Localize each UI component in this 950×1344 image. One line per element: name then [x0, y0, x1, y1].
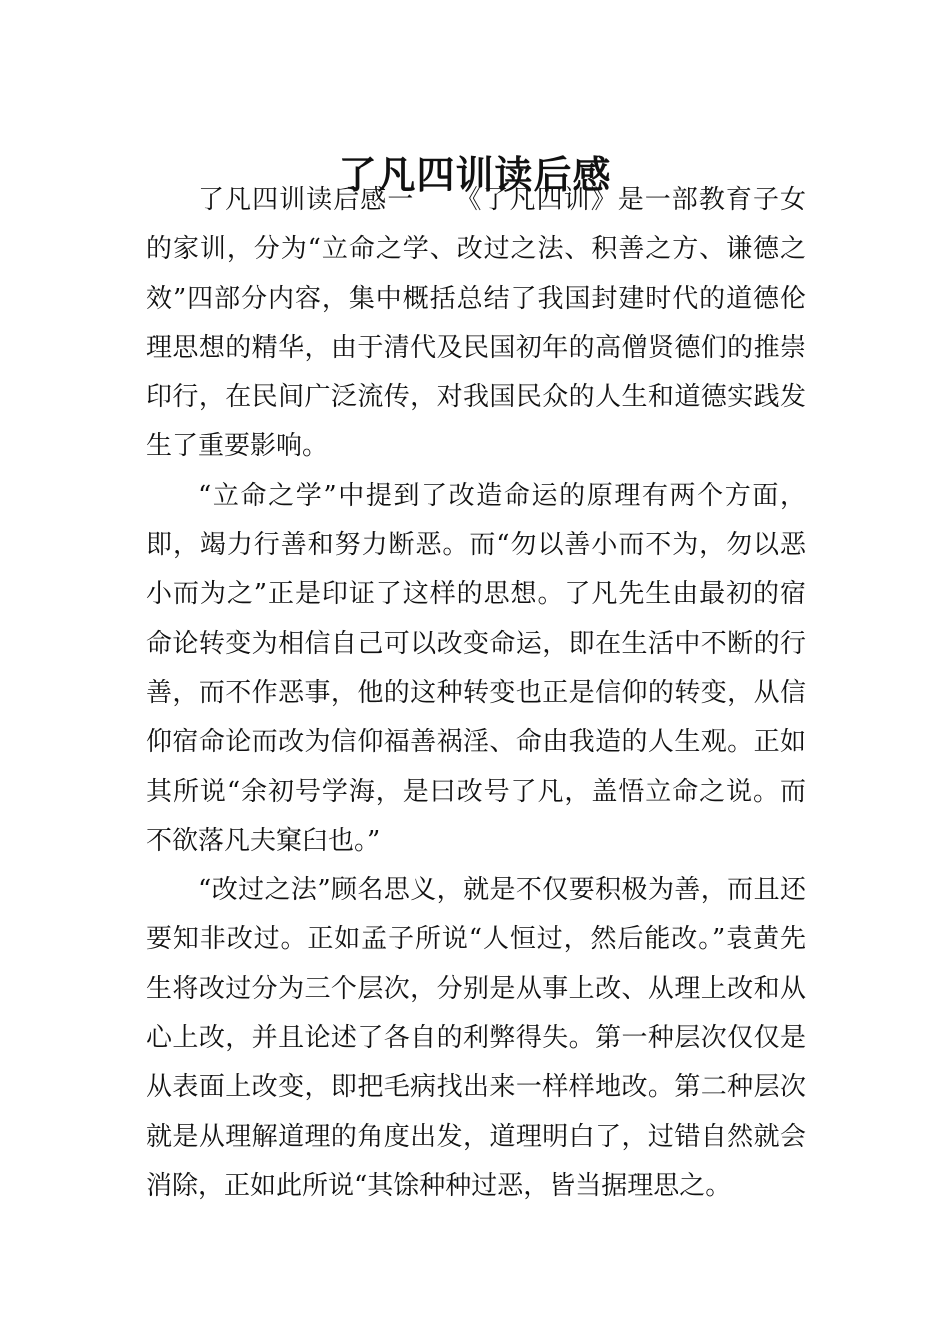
paragraph-gaiguo: “改过之法”顾名思义，就是不仅要积极为善，而且还要知非改过。正如孟子所说“人恒过，然后能改。”袁黄先生将改过分为三个层次，分别是从事上改、从理上改和从心上改，并且论述了各自的利弊得失。第一种层次仅仅是从表面上改变，即把毛病找出来一样样地改。第二种层次就是从理解道理的角度出发，道理明白了，过错自然就会消除，正如此所说“其馀种种过恶，皆当据理思之。: [146, 875, 806, 1201]
paragraph-intro: 了凡四训读后感一 《了凡四训》是一部教育子女的家训，分为“立命之学、改过之法、积善之方、谦德之效”四部分内容，集中概括总结了我国封建时代的道德伦理思想的精华，由于清代及民国初年的高僧贤德们的推崇印行，在民间广泛流传，对我国民众的人生和道德实践发生了重要影响。: [146, 185, 806, 462]
document-body: [146, 176, 806, 1211]
paragraph-liming: “立命之学”中提到了改造命运的原理有两个方面，即，竭力行善和努力断恶。而“勿以善小而不为，勿以恶小而为之”正是印证了这样的思想。了凡先生由最初的宿命论转变为相信自己可以改变命运，即在生活中不断的行善，而不作恶事，他的这种转变也正是信仰的转变，从信仰宿命论而改为信仰福善祸淫、命由我造的人生观。正如其所说“余初号学海，是曰改号了凡，盖悟立命之说。而不欲落凡夫窠臼也。”: [146, 480, 806, 856]
document-title: 了凡四训读后感: [338, 152, 612, 198]
